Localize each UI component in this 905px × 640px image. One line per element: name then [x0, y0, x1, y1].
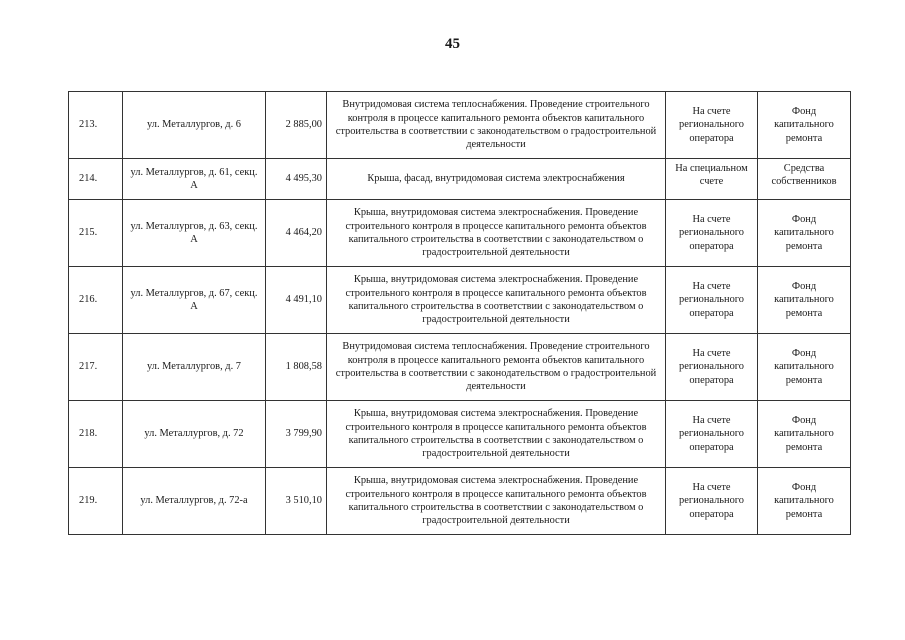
- page-number: 45: [445, 36, 460, 52]
- work-type-cell: Крыша, внутридомовая система электроснабжения. Проведение строительного контроля в процессе капитального ремонта объектов капитального строительства в соответствии с законодательством о градостроительной деятельности: [327, 401, 666, 468]
- address-cell: ул. Металлургов, д. 6: [123, 92, 266, 159]
- row-number: 213.: [69, 92, 123, 159]
- funding-source-cell: Фонд капитального ремонта: [758, 200, 851, 267]
- table-row: [69, 468, 851, 535]
- address-cell: ул. Металлургов, д. 72: [123, 401, 266, 468]
- work-type-cell: Крыша, фасад, внутридомовая система электроснабжения: [327, 159, 666, 200]
- table-row: [69, 334, 851, 401]
- account-type-cell: На счете регионального оператора: [666, 334, 758, 401]
- cost-cell: 3 510,10: [266, 468, 327, 535]
- cost-cell: 4 491,10: [266, 267, 327, 334]
- account-type-cell: На счете регионального оператора: [666, 401, 758, 468]
- row-number: 217.: [69, 334, 123, 401]
- cost-cell: 4 464,20: [266, 200, 327, 267]
- work-type-cell: Внутридомовая система теплоснабжения. Проведение строительного контроля в процессе капитального ремонта объектов капитального строительства в соответствии с законодательством о градостроительной деятельности: [327, 334, 666, 401]
- table-row: [69, 267, 851, 334]
- address-cell: ул. Металлургов, д. 63, секц. А: [123, 200, 266, 267]
- funding-source-cell: Фонд капитального ремонта: [758, 92, 851, 159]
- cost-cell: 1 808,58: [266, 334, 327, 401]
- account-type-cell: На счете регионального оператора: [666, 468, 758, 535]
- address-cell: ул. Металлургов, д. 72-а: [123, 468, 266, 535]
- table-row: [69, 200, 851, 267]
- address-cell: ул. Металлургов, д. 61, секц. А: [123, 159, 266, 200]
- funding-source-cell: Фонд капитального ремонта: [758, 334, 851, 401]
- funding-source-cell: Фонд капитального ремонта: [758, 401, 851, 468]
- work-type-cell: Крыша, внутридомовая система электроснабжения. Проведение строительного контроля в процессе капитального ремонта объектов капитального строительства в соответствии с законодательством о градостроительной деятельности: [327, 267, 666, 334]
- row-number: 219.: [69, 468, 123, 535]
- address-cell: ул. Металлургов, д. 67, секц. А: [123, 267, 266, 334]
- table-row: [69, 401, 851, 468]
- row-number: 218.: [69, 401, 123, 468]
- table-row: [69, 159, 851, 200]
- row-number: 214.: [69, 159, 123, 200]
- account-type-cell: На счете регионального оператора: [666, 92, 758, 159]
- funding-source-cell: Средства собственников: [758, 159, 851, 200]
- row-number: 215.: [69, 200, 123, 267]
- account-type-cell: На счете регионального оператора: [666, 267, 758, 334]
- funding-source-cell: Фонд капитального ремонта: [758, 468, 851, 535]
- cost-cell: 3 799,90: [266, 401, 327, 468]
- repair-works-table: [68, 91, 851, 535]
- table-row: [69, 92, 851, 159]
- cost-cell: 4 495,30: [266, 159, 327, 200]
- address-cell: ул. Металлургов, д. 7: [123, 334, 266, 401]
- work-type-cell: Крыша, внутридомовая система электроснабжения. Проведение строительного контроля в процессе капитального ремонта объектов капитального строительства в соответствии с законодательством о градостроительной деятельности: [327, 200, 666, 267]
- cost-cell: 2 885,00: [266, 92, 327, 159]
- row-number: 216.: [69, 267, 123, 334]
- account-type-cell: На специальном счете: [666, 159, 758, 200]
- account-type-cell: На счете регионального оператора: [666, 200, 758, 267]
- work-type-cell: Внутридомовая система теплоснабжения. Проведение строительного контроля в процессе капитального ремонта объектов капитального строительства в соответствии с законодательством о градостроительной деятельности: [327, 92, 666, 159]
- work-type-cell: Крыша, внутридомовая система электроснабжения. Проведение строительного контроля в процессе капитального ремонта объектов капитального строительства в соответствии с законодательством о градостроительной деятельности: [327, 468, 666, 535]
- funding-source-cell: Фонд капитального ремонта: [758, 267, 851, 334]
